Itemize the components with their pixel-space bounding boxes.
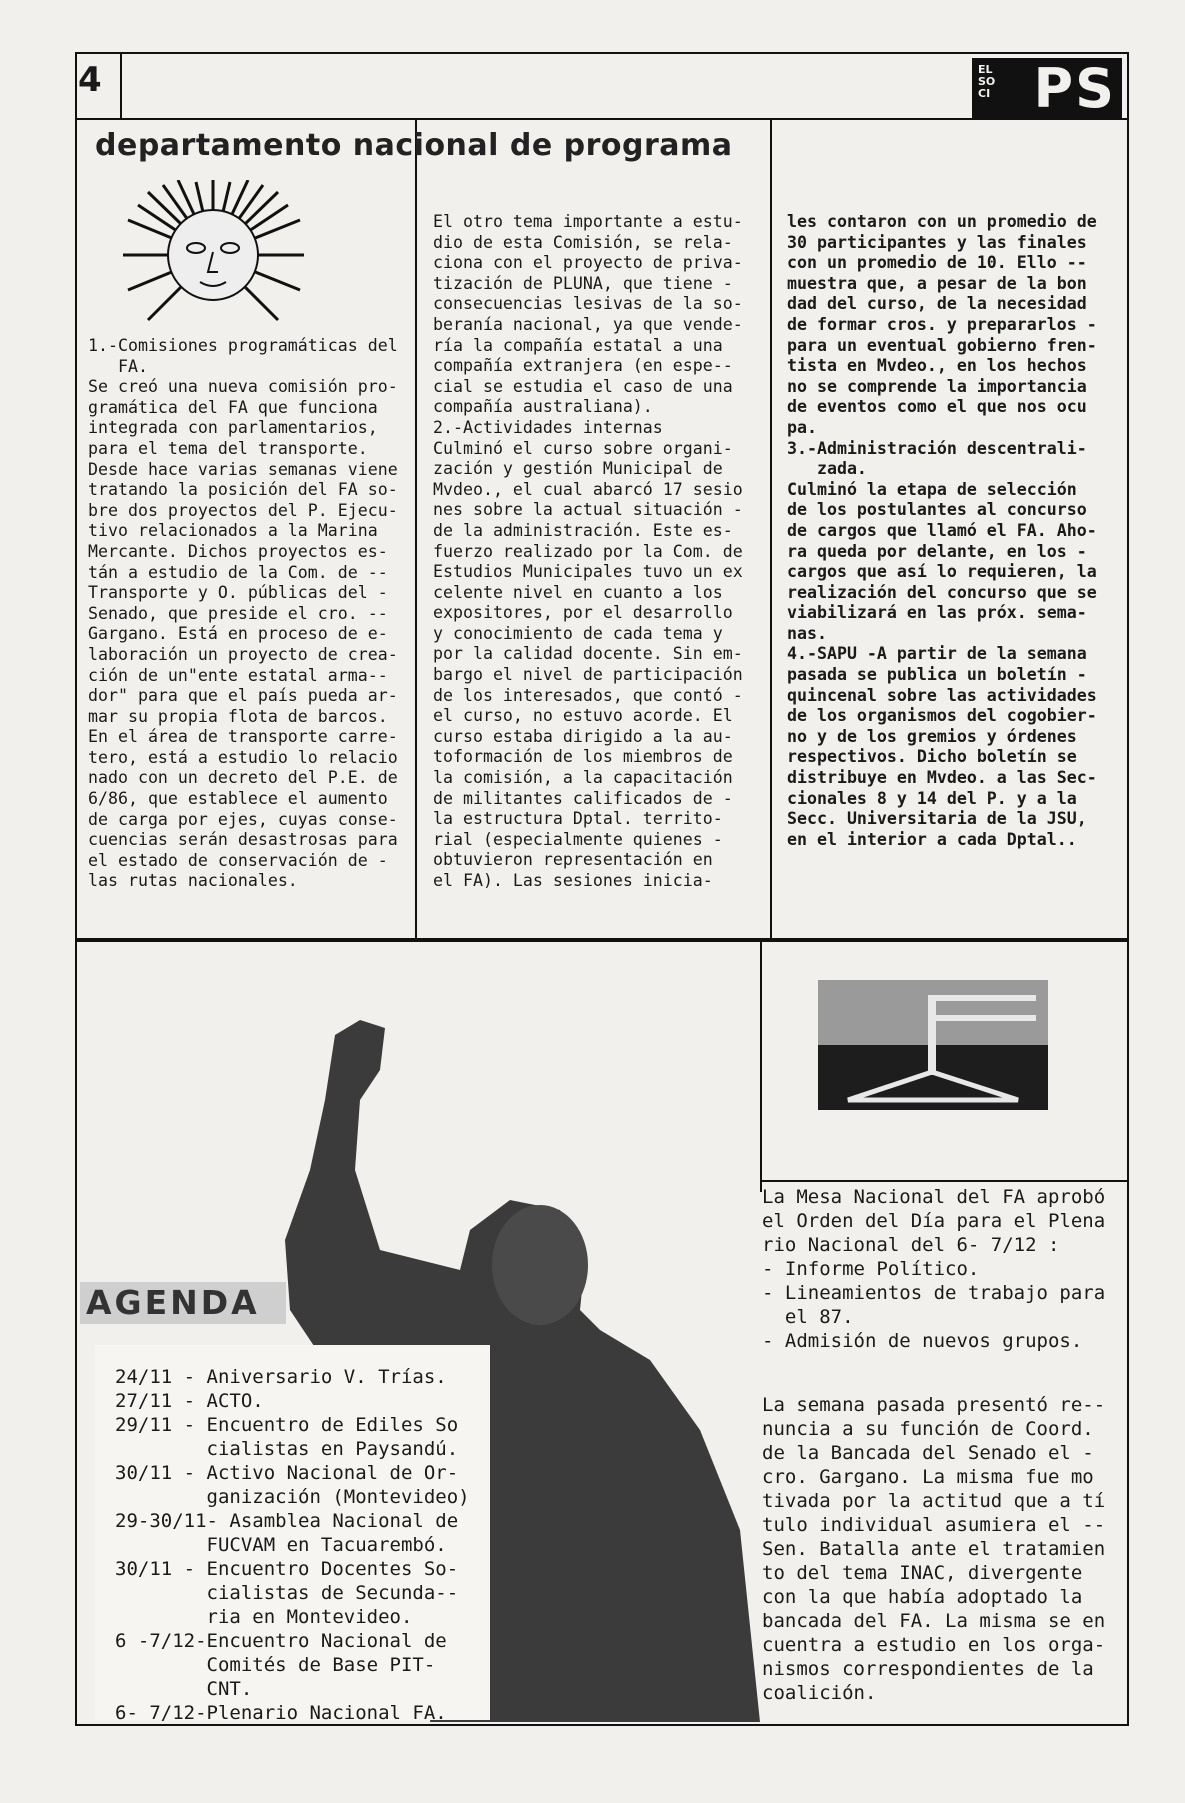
ps-logo [972,58,1122,120]
agenda-list: 24/11 - Aniversario V. Trías. 27/11 - ACTO. 29/11 - Encuentro de Ediles So cialistas en Paysandú. 30/11 - Activo Nacional de Or- ganización (Montevideo) 29-30/11- Asamblea Nacional de FUCVAM en Tacuarembó. 30/11 - Encuentro Docentes So- cialistas de Secunda-- ria en Montevideo. 6 -7/12-Encuentro Nacional de Comités de Base PIT- CNT. 6- 7/12-Plenario Nacional FA. [115,1366,470,1724]
article-column-1: 1.-Comisiones programáticas del FA. Se creó una nueva comisión pro- gramática del FA que funciona integrada con parlamentarios, para el tema del transporte. Desde hace varias semanas viene tratando la posición del FA so- bre dos proyectos del P. Ejecu- tivo relacionados a la Marina Mercante. Dichos proyectos es- tán a estudio de la Com. de -- Transporte y O. públicas del - Senado, que preside el cro. -- Gargano. Está en proceso de e- laboración un proyecto de crea- ción de un"ente estatal arma-- dor" para que el país pueda ar- mar su propia flota de barcos. En el área de transporte carre- tero, está a estudio lo relacio nado con un decreto del P.E. de 6/86, que establece el aumento de carga por ejes, cuyas conse- cuencias serán desastrosas para el estado de conservación de - las rutas nacionales. [88,336,398,891]
sun-illustration [118,180,308,330]
section-divider [75,938,1127,942]
right-panel-divider [760,942,762,1192]
header-rule [75,118,1127,120]
page-number-divider [120,52,122,118]
mesa-nacional-note: La Mesa Nacional del FA aprobó el Orden del Día para el Plena rio Nacional del 6- 7/12 : - Informe Político. - Lineamientos de trabajo para el 87. - Admisión de nuevos grupos. [762,1186,1106,1352]
flag-illustration [818,980,1048,1110]
column-divider-2 [770,120,772,940]
mesa-box-top [760,1180,1127,1182]
renuncia-note: La semana pasada presentó re-- nuncia a su función de Coord. de la Bancada del Senado el - cro. Gargano. La misma fue mo tivada por la actitud que a tí tulo individual asumiera el -- Sen. Batalla ante el tratamien to del tema INAC, divergente con la que había adoptado la bancada del FA. La misma se en cuentra a estudio en los orga- nismos correspondientes de la coalición. [762,1394,1106,1704]
section-title: departamento nacional de programa [95,128,733,163]
logo-text: PS [1033,57,1116,120]
logo-small-text: EL SO CI [978,63,996,100]
article-column-3: les contaron con un promedio de 30 participantes y las finales con un promedio de 10. Ello -- muestra que, a pesar de la bon dad del curso, de la necesidad de formar cros. y prepararlos - para un eventual gobierno fren- tista en Mvdeo., en los hechos no se comprende la importancia de eventos como el que nos ocu pa. 3.-Administración descentrali- zada. Culminó la etapa de selección de los postulantes al concurso de cargos que llamó el FA. Aho- ra queda por delante, en los - cargos que así lo requieren, la realización del concurso que se viabilizará en las próx. sema- nas. 4.-SAPU -A partir de la semana pasada se publica un boletín - quincenal sobre las actividades de los organismos del cogobier- no y de los gremios y órdenes respectivos. Dicho boletín se distribuye en Mvdeo. a las Sec- cionales 8 y 14 del P. y a la Secc. Universitaria de la JSU, en el interior a cada Dptal.. [787,212,1097,849]
page-number: 4 [78,60,102,100]
article-column-2: El otro tema importante a estu- dio de esta Comisión, se rela- ciona con el proyecto de priva- tización de PLUNA, que tiene - consecuencias lesivas de la so- beranía nacional, ya que vende- ría la compañía estatal a una compañía extranjera (en espe-- cial se estudia el caso de una compañía australiana). 2.-Actividades internas Culminó el curso sobre organi- zación y gestión Municipal de Mvdeo., el cual abarcó 17 sesio nes sobre la actual situación - de la administración. Este es- fuerzo realizado por la Com. de Estudios Municipales tuvo un ex celente nivel en cuanto a los expositores, por el desarrollo y conocimiento de cada tema y por la calidad docente. Sin em- bargo el nivel de participación de los interesados, que contó - el curso, no estuvo acorde. El curso estaba dirigido a la au- toformación de los miembros de la comisión, a la capacitación de militantes calificados de - la estructura Dptal. territo- rial (especialmente quienes - obtuvieron representación en el FA). Las sesiones inicia- [433,212,743,890]
agenda-title: AGENDA [80,1282,286,1324]
column-divider-1 [415,120,417,940]
